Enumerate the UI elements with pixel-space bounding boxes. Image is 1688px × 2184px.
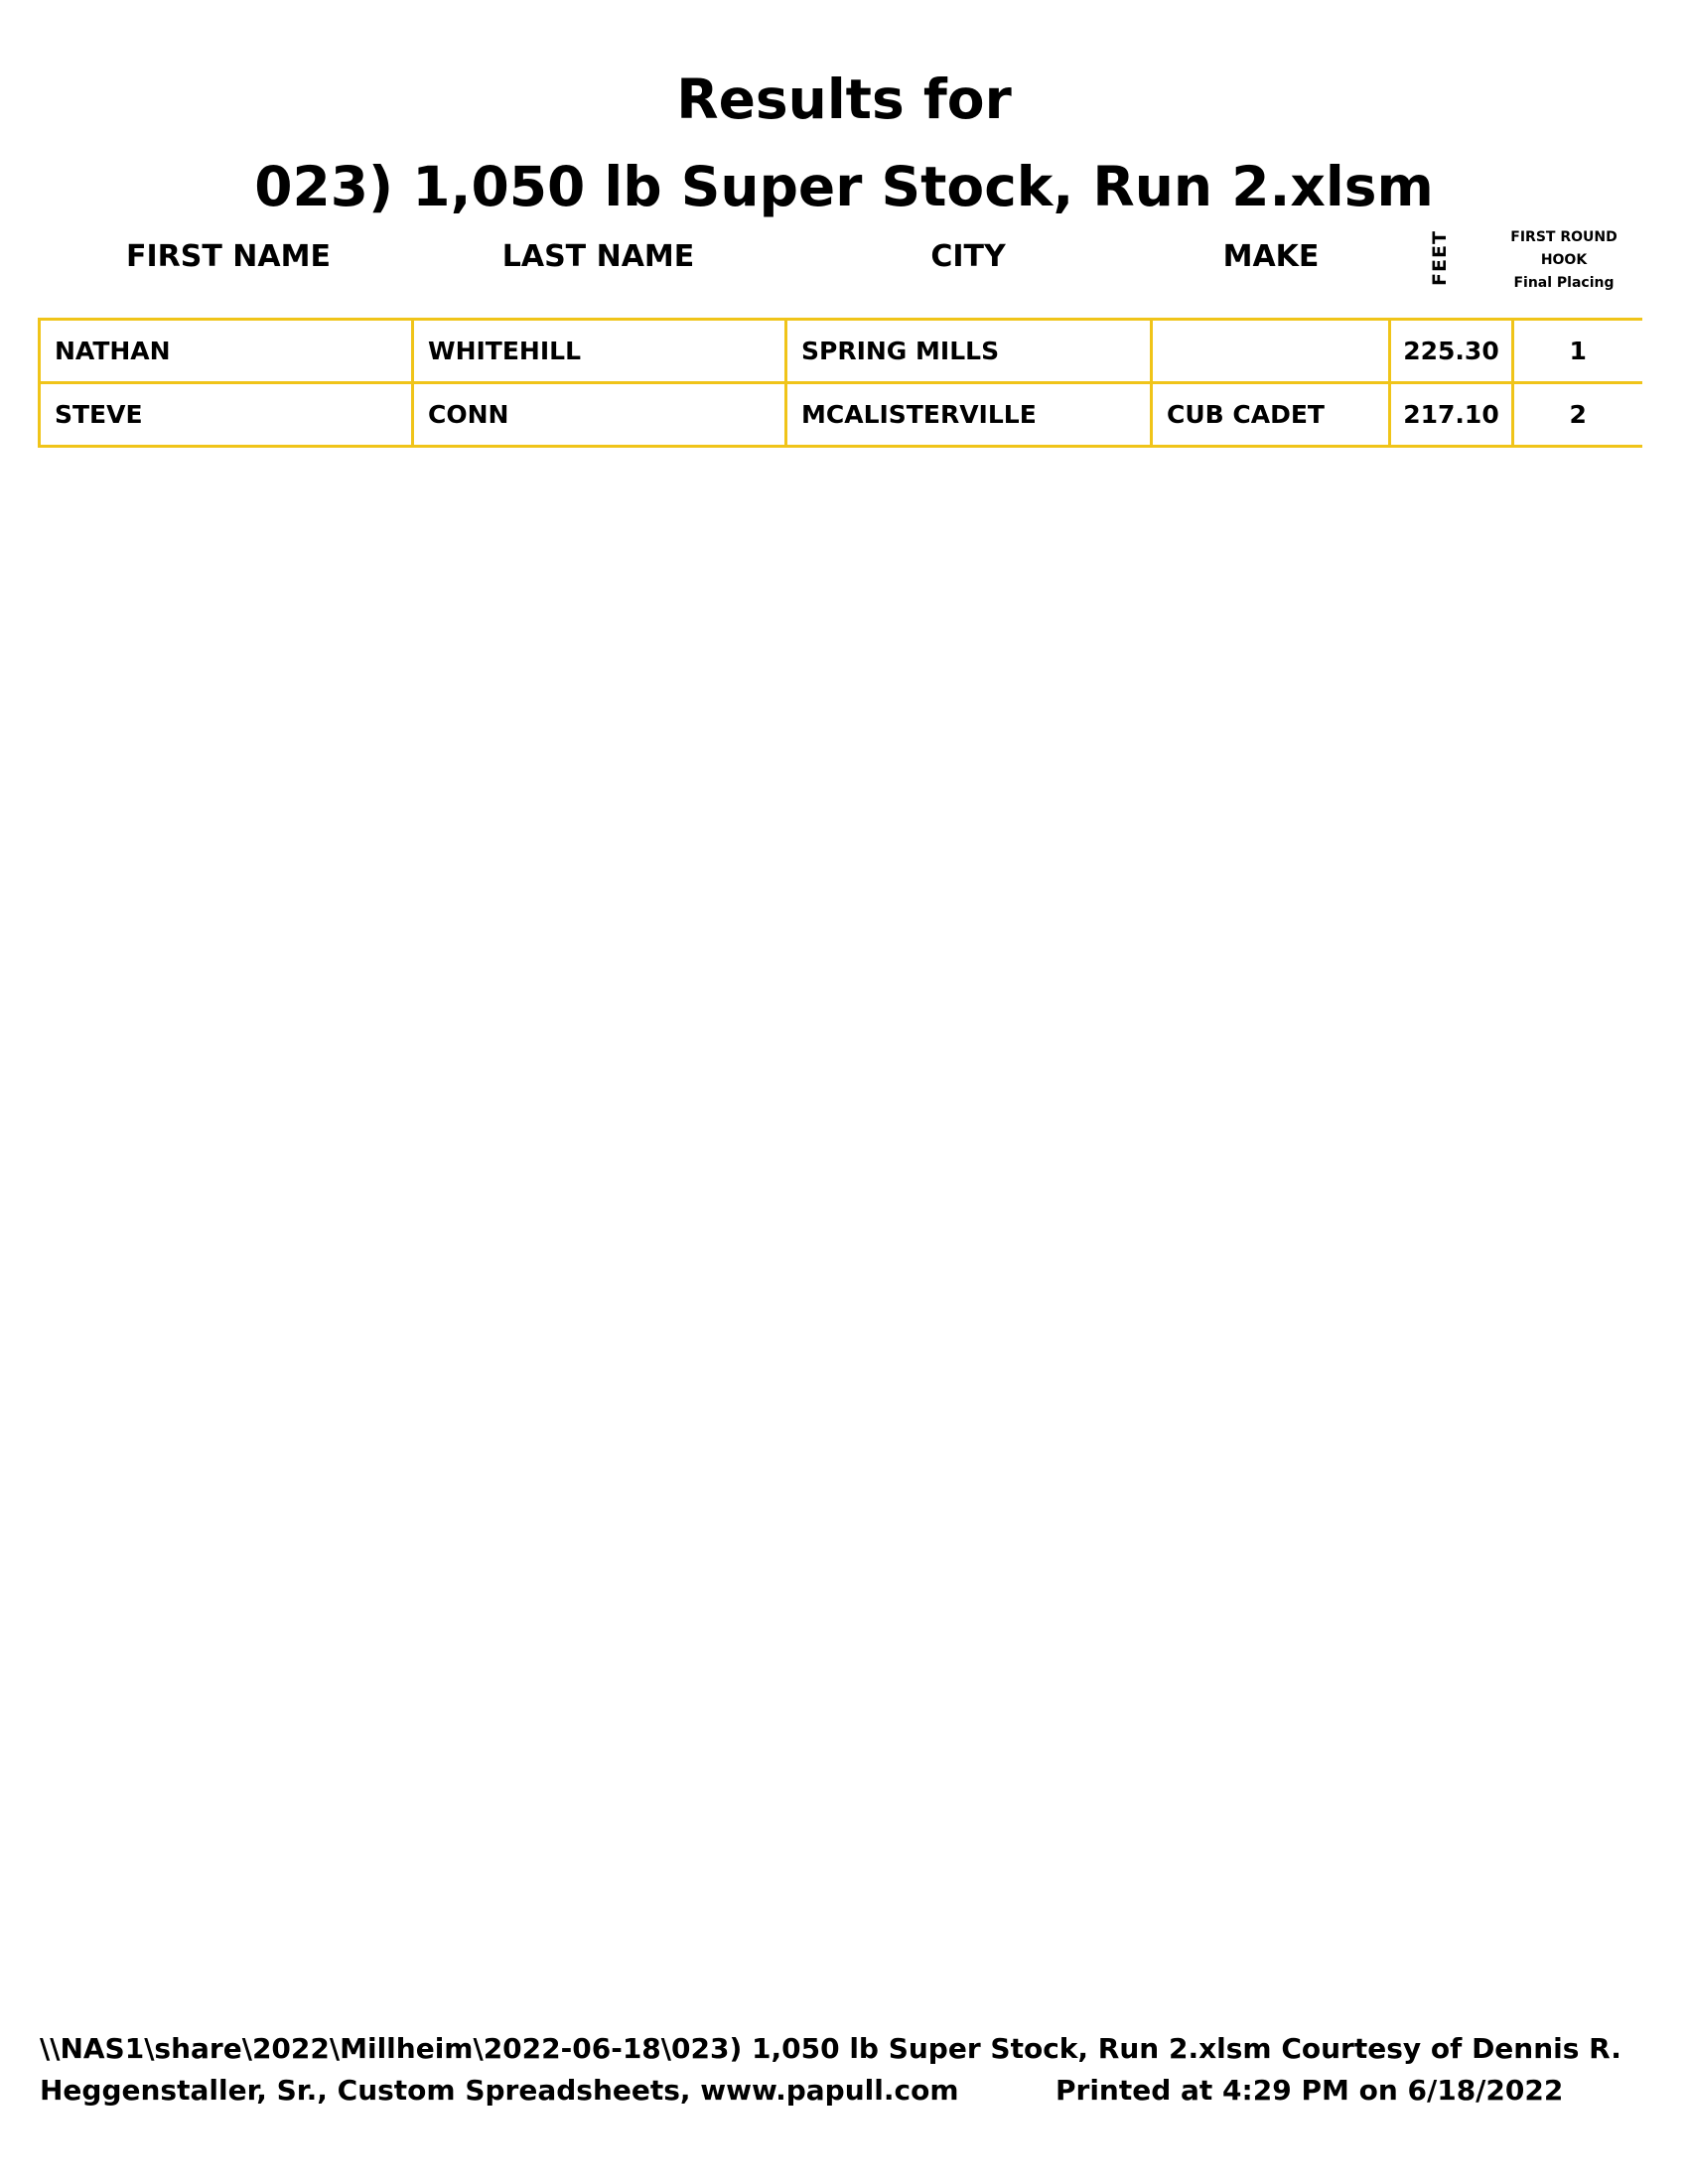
- header-placing-line-3: Final Placing: [1513, 275, 1615, 291]
- cell-make: CUB CADET: [1152, 383, 1390, 447]
- header-city: CITY: [930, 239, 1006, 274]
- header-last-name: LAST NAME: [501, 239, 695, 274]
- header-placing: [1494, 226, 1633, 295]
- cell-first-name: NATHAN: [40, 320, 413, 383]
- cell-city: MCALISTERVILLE: [786, 383, 1152, 447]
- header-first-name: FIRST NAME: [126, 239, 331, 274]
- footer-printed-timestamp: Printed at 4:29 PM on 6/18/2022: [1055, 2074, 1564, 2107]
- cell-feet: 225.30: [1390, 320, 1513, 383]
- cell-last-name: CONN: [413, 383, 786, 447]
- cell-city: SPRING MILLS: [786, 320, 1152, 383]
- cell-last-name: WHITEHILL: [413, 320, 786, 383]
- title-line-1: Results for: [676, 68, 1012, 131]
- cell-placing: 1: [1513, 320, 1642, 383]
- header-placing-line-1: FIRST ROUND: [1510, 229, 1618, 245]
- cell-feet: 217.10: [1390, 383, 1513, 447]
- results-table: [38, 318, 1642, 448]
- header-placing-line-2: HOOK: [1540, 252, 1588, 268]
- header-feet-label: FEET: [1429, 230, 1451, 286]
- title-line-2: 023) 1,050 lb Super Stock, Run 2.xlsm: [254, 155, 1434, 218]
- cell-make: [1152, 320, 1390, 383]
- header-make: MAKE: [1222, 239, 1320, 274]
- table-row: [40, 383, 1642, 447]
- header-feet: [1425, 228, 1455, 288]
- cell-first-name: STEVE: [40, 383, 413, 447]
- cell-placing: 2: [1513, 383, 1642, 447]
- footer-file-path: \\NAS1\share\2022\Millheim\2022-06-18\023) 1,050 lb Super Stock, Run 2.xlsm Courtesy of Dennis R.: [40, 2032, 1621, 2065]
- footer-credit: Heggenstaller, Sr., Custom Spreadsheets, www.papull.com: [40, 2074, 959, 2107]
- table-row: [40, 320, 1642, 383]
